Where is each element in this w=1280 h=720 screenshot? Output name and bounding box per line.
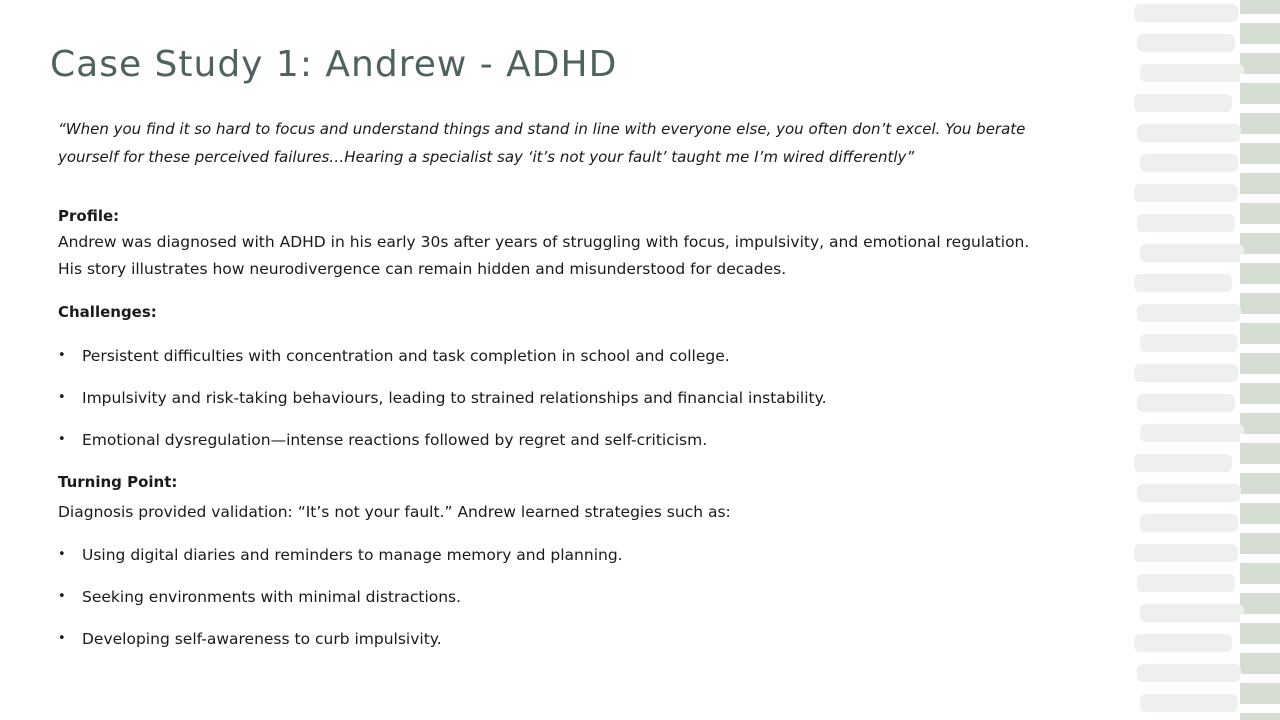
stripe-gap (1240, 104, 1280, 113)
stripe-gap (1240, 554, 1280, 563)
stripe-band (1140, 604, 1244, 622)
stripe-gap (1240, 374, 1280, 383)
strategies-list (58, 544, 623, 670)
strategy-text: Using digital diaries and reminders to manage memory and planning. (82, 546, 623, 564)
challenge-text: Impulsivity and risk-taking behaviours, leading to strained relationships and financial instability. (82, 389, 827, 407)
stripe-band (1140, 244, 1244, 262)
turning-point-text: Diagnosis provided validation: “It’s not your fault.” Andrew learned strategies such as: (58, 503, 731, 521)
stripe-gap (1240, 674, 1280, 683)
stripe-gap (1240, 314, 1280, 323)
profile-text: Andrew was diagnosed with ADHD in his early 30s after years of struggling with focus, impulsivity, and emotional regulation. His story illustrates how neurodivergence can remain hidden and misunderstood for decades. (58, 233, 1030, 278)
strategy-text: Developing self-awareness to curb impulsivity. (82, 630, 442, 648)
stripe-gap (1240, 74, 1280, 83)
stripe-band (1137, 394, 1235, 412)
bullet-icon: • (58, 631, 66, 646)
stripe-band (1137, 484, 1241, 502)
stripe-band (1140, 64, 1244, 82)
stripe-band (1134, 634, 1232, 652)
list-item (58, 628, 623, 670)
stripe-gap (1240, 254, 1280, 263)
turning-point-label: Turning Point: (58, 473, 178, 491)
stripe-gap (1240, 404, 1280, 413)
stripe-band (1134, 94, 1232, 112)
stripe-band (1134, 184, 1238, 202)
bullet-icon: • (58, 432, 66, 447)
list-item (58, 429, 827, 471)
list-item (58, 345, 827, 387)
stripe-gap (1240, 194, 1280, 203)
stripe-band (1140, 334, 1238, 352)
list-item (58, 387, 827, 429)
list-item (58, 544, 623, 586)
bullet-icon: • (58, 547, 66, 562)
stripe-gap (1240, 284, 1280, 293)
stripe-band (1134, 4, 1238, 22)
stripe-band (1137, 574, 1235, 592)
challenge-text: Emotional dysregulation—intense reactions followed by regret and self-criticism. (82, 431, 708, 449)
bullet-icon: • (58, 390, 66, 405)
stripe-band (1137, 214, 1235, 232)
stripe-gap (1240, 524, 1280, 533)
slide-title: Case Study 1: Andrew - ADHD (50, 44, 618, 85)
challenges-list (58, 345, 827, 471)
stripe-band (1137, 304, 1241, 322)
stripe-band (1137, 124, 1241, 142)
stripe-gap (1240, 224, 1280, 233)
stripe-gap (1240, 494, 1280, 503)
stripe-gap (1240, 584, 1280, 593)
stripe-band (1137, 34, 1235, 52)
stripe-gap (1240, 344, 1280, 353)
stripe-band (1134, 544, 1238, 562)
decorative-stripes (1134, 0, 1280, 720)
stripe-gap (1240, 164, 1280, 173)
stripe-band (1140, 514, 1238, 532)
stripe-band (1134, 364, 1238, 382)
stripe-band (1140, 694, 1238, 712)
stripe-gap (1240, 614, 1280, 623)
andrew-quote: “When you find it so hard to focus and understand things and stand in line with everyone else, you often don’t excel. You berate yourself for these perceived failures…Hearing a specialist say ‘it’s not your fault’ taught me I’m wired differently” (58, 120, 1026, 166)
stripe-band (1140, 424, 1244, 442)
stripe-band (1134, 454, 1232, 472)
challenge-text: Persistent difficulties with concentration and task completion in school and college. (82, 347, 730, 365)
stripe-gap (1240, 644, 1280, 653)
bullet-icon: • (58, 348, 66, 363)
stripe-gap (1240, 134, 1280, 143)
profile-label: Profile: (58, 207, 120, 225)
challenges-label: Challenges: (58, 303, 157, 321)
bullet-icon: • (58, 589, 66, 604)
list-item (58, 586, 623, 628)
strategy-text: Seeking environments with minimal distractions. (82, 588, 462, 606)
stripe-band (1140, 154, 1238, 172)
stripe-gap (1240, 464, 1280, 473)
stripe-gap (1240, 14, 1280, 23)
stripe-gap (1240, 704, 1280, 713)
stripe-band (1134, 274, 1232, 292)
stripe-gap (1240, 44, 1280, 53)
stripe-band (1137, 664, 1241, 682)
stripe-gap (1240, 434, 1280, 443)
